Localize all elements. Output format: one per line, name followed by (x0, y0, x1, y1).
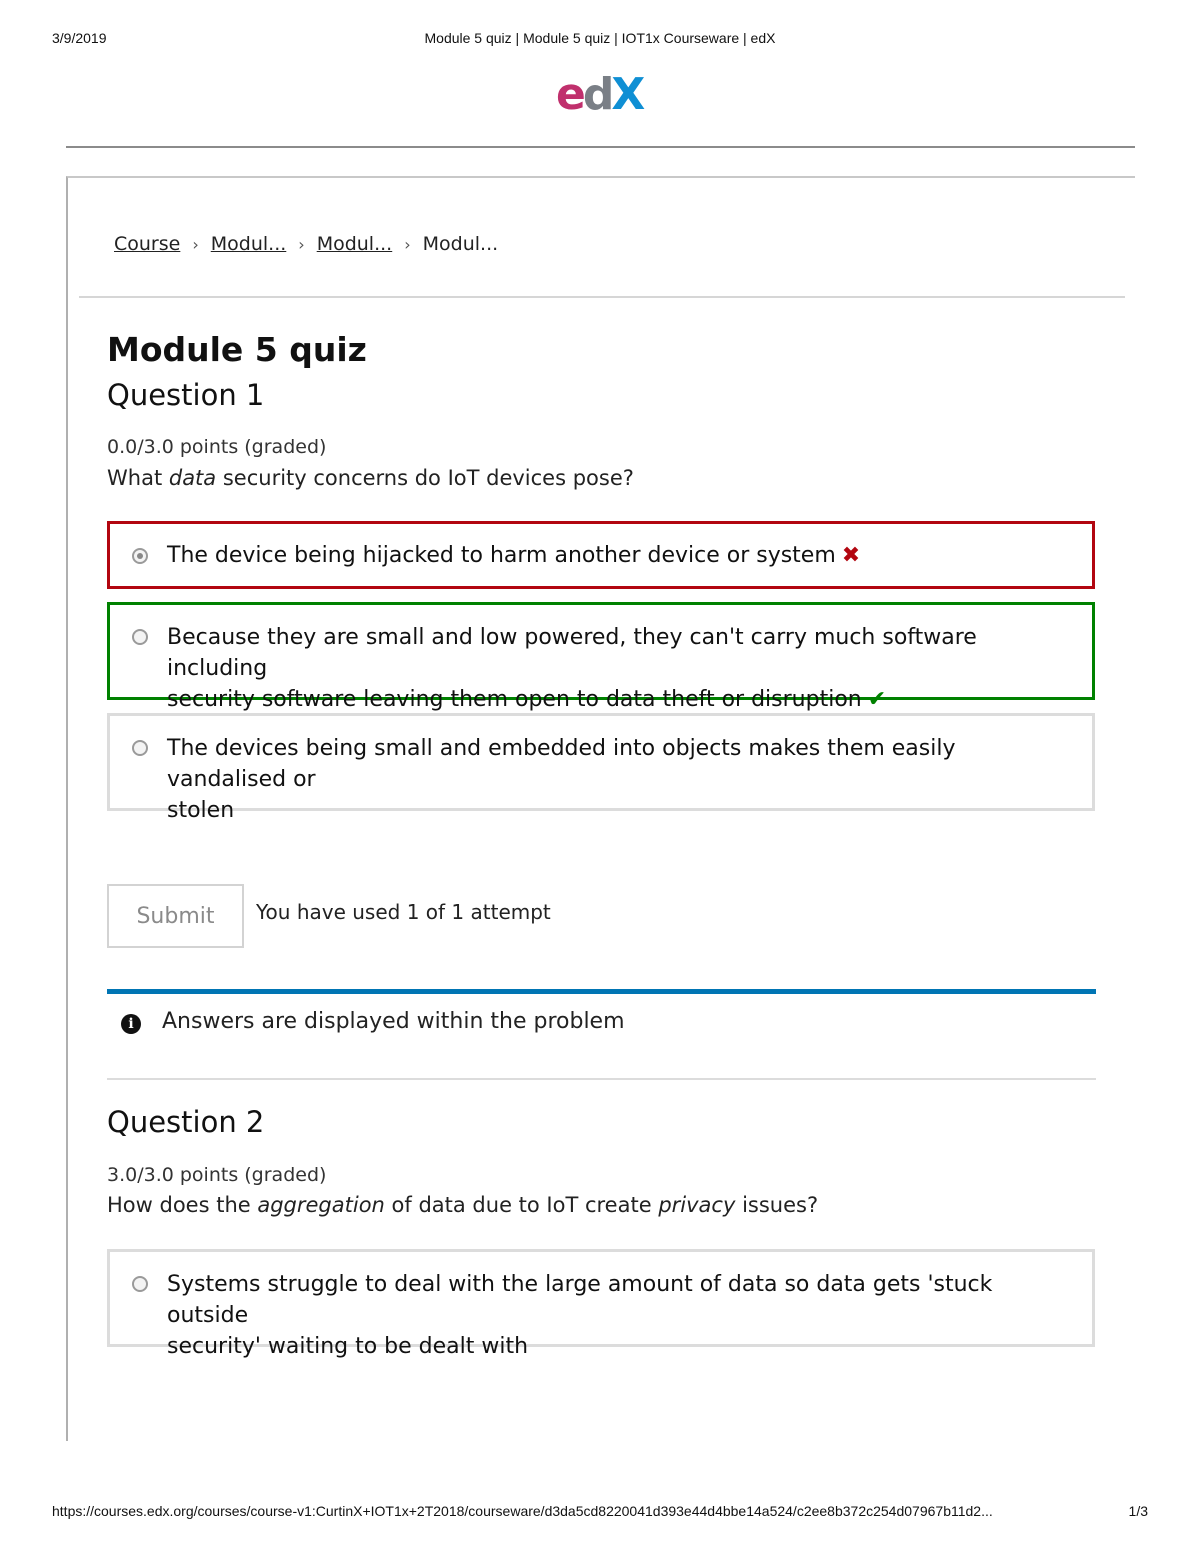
correct-check-icon: ✔ (867, 687, 887, 712)
print-title: Module 5 quiz | Module 5 quiz | IOT1x Courseware | edX (424, 30, 776, 46)
prompt-text: issues? (735, 1193, 819, 1217)
choice-option-3[interactable] (107, 713, 1095, 823)
logo-letter-d: d (582, 69, 612, 120)
choice-label-line: security' waiting to be dealt with (167, 1334, 529, 1359)
breadcrumb (114, 233, 498, 255)
logo-letter-x: X (611, 69, 643, 120)
breadcrumb-chevron-icon: › (404, 235, 411, 254)
radio-icon[interactable] (132, 740, 148, 756)
prompt-text: of data due to IoT create (384, 1193, 659, 1217)
question-2-title: Question 2 (107, 1105, 265, 1139)
question-divider (107, 1078, 1096, 1080)
choice-label-line: security software leaving them open to data theft or disruption (167, 687, 862, 712)
breadcrumb-chevron-icon: › (192, 235, 199, 254)
prompt-emphasis: data (168, 466, 217, 490)
page-number: 1/3 (1128, 1503, 1148, 1519)
print-url: https://courses.edx.org/courses/course-v1:CurtinX+IOT1x+2T2018/courseware/d3da5cd8220041d393e44d4bbe14a524/c2ee8b372c254d07967b11d2... (52, 1503, 993, 1519)
prompt-emphasis: aggregation (257, 1193, 385, 1217)
choice-label: The device being hijacked to harm another device or system (167, 543, 836, 568)
incorrect-x-icon: ✖ (841, 543, 861, 568)
question-1-prompt (107, 466, 634, 490)
question-1-points: 0.0/3.0 points (graded) (107, 436, 327, 458)
question-2-points: 3.0/3.0 points (graded) (107, 1164, 327, 1186)
choice-label-line: Because they are small and low powered, they can't carry much software including (167, 625, 977, 681)
choice-option-1[interactable] (107, 1249, 1095, 1359)
choice-label-line: Systems struggle to deal with the large amount of data so data gets 'stuck outside (167, 1272, 993, 1328)
logo-letter-e: e (556, 69, 583, 120)
breadcrumb-current: Modul... (422, 233, 499, 255)
choice-option-1[interactable] (107, 521, 1095, 589)
print-footer (52, 1503, 1148, 1523)
prompt-text: security concerns do IoT devices pose? (216, 466, 634, 490)
radio-selected-icon[interactable] (132, 548, 148, 564)
submit-button[interactable]: Submit (107, 884, 244, 948)
question-1-title: Question 1 (107, 378, 265, 412)
page-title: Module 5 quiz (107, 330, 367, 369)
prompt-emphasis: privacy (658, 1193, 736, 1217)
choice-option-2[interactable] (107, 602, 1095, 712)
edx-logo[interactable] (556, 70, 646, 120)
header-divider (66, 146, 1135, 148)
breadcrumb-module[interactable]: Modul... (210, 233, 287, 255)
notification-bar (107, 989, 1096, 994)
choice-label-line: The devices being small and embedded into objects makes them easily vandalised or (167, 736, 956, 792)
question-2-prompt (107, 1193, 818, 1217)
breadcrumb-course[interactable]: Course (114, 233, 181, 255)
notification-message: Answers are displayed within the problem (162, 1009, 625, 1034)
choice-label-line: stolen (167, 798, 235, 823)
print-header (52, 30, 1148, 50)
breadcrumb-chevron-icon: › (298, 235, 305, 254)
print-date: 3/9/2019 (52, 30, 107, 46)
attempts-text: You have used 1 of 1 attempt (256, 900, 551, 924)
radio-icon[interactable] (132, 629, 148, 645)
info-icon: i (121, 1014, 141, 1034)
breadcrumb-subsection[interactable]: Modul... (316, 233, 393, 255)
prompt-text: What (107, 466, 169, 490)
radio-icon[interactable] (132, 1276, 148, 1292)
breadcrumb-divider (79, 296, 1125, 298)
prompt-text: How does the (107, 1193, 258, 1217)
